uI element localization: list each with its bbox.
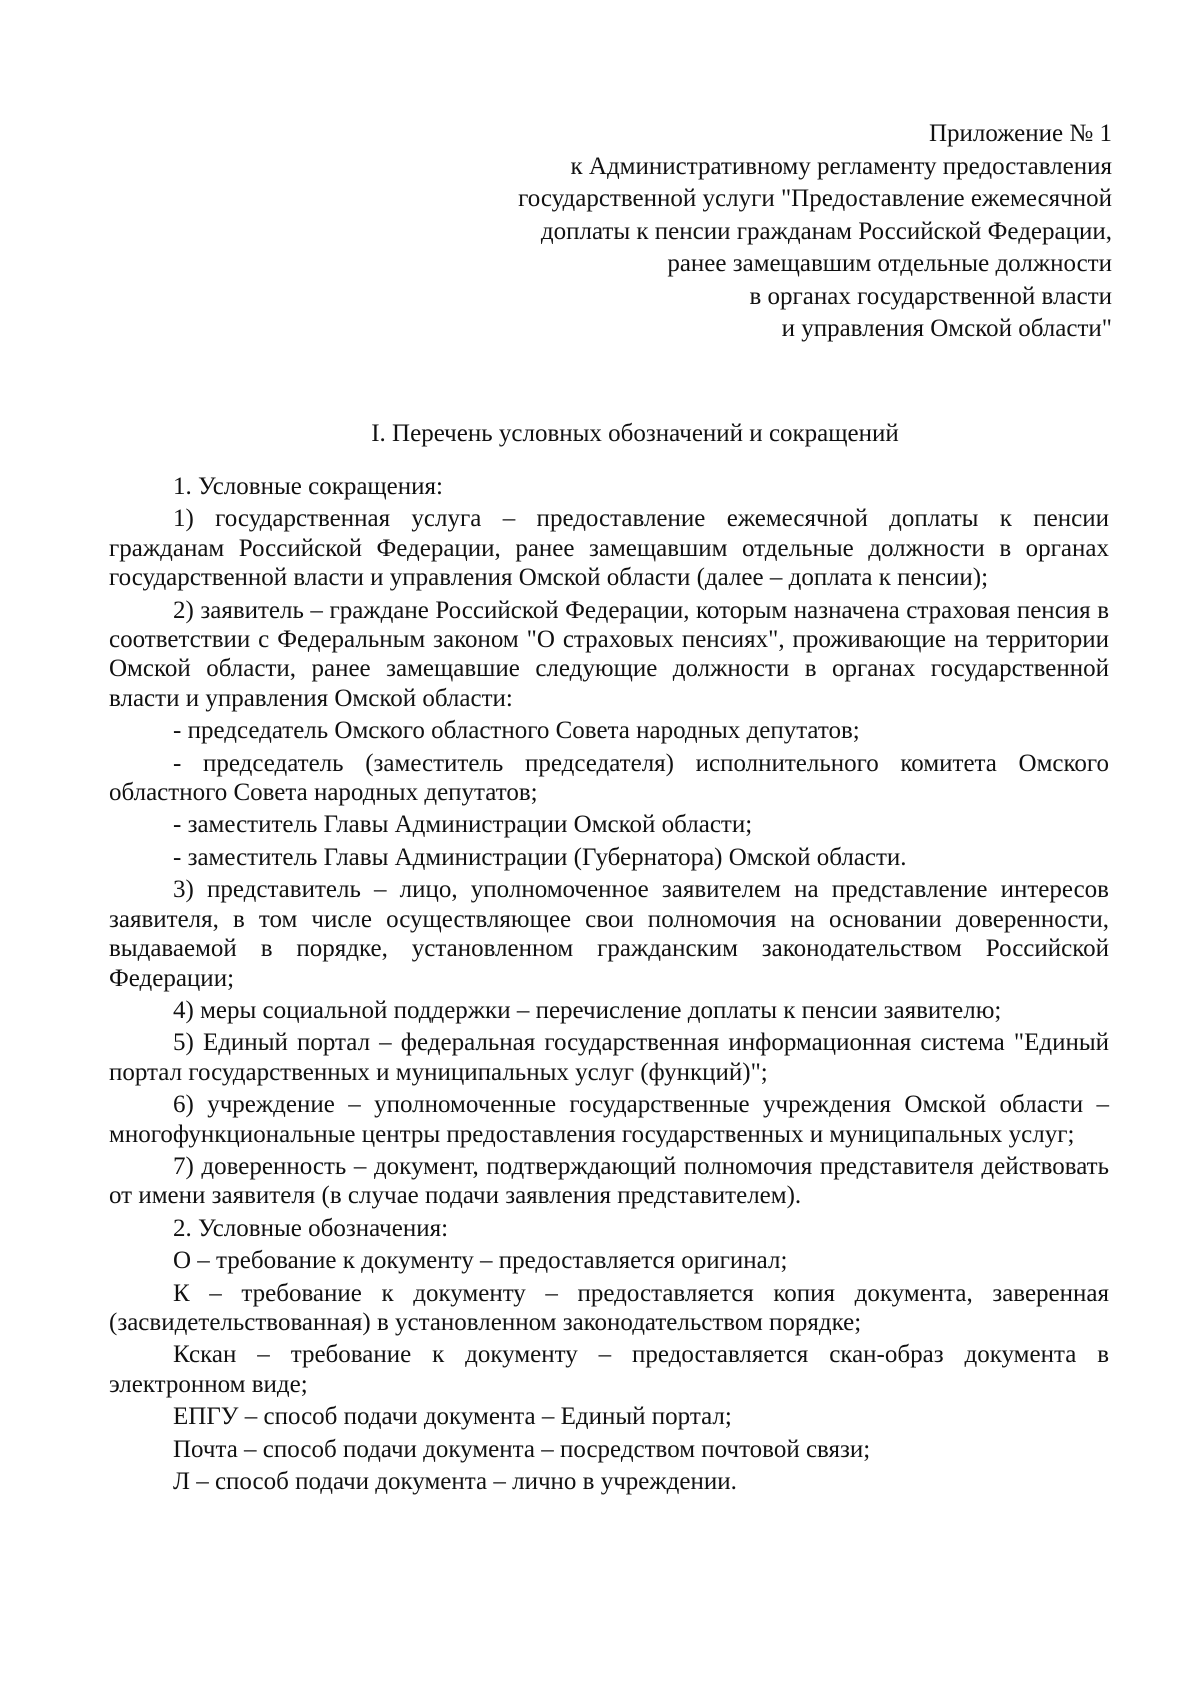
- symbol-item: ЕПГУ – способ подачи документа – Единый портал;: [173, 1403, 732, 1431]
- appendix-line: доплаты к пенсии гражданам Российской Федерации,: [540, 217, 1112, 245]
- abbreviation-item-5: 5) Единый портал – федеральная государственная информационная система "Единый портал государственных и муниципальных услуг (функций)";: [109, 1029, 1109, 1086]
- position-item: - председатель Омского областного Совета народных депутатов;: [173, 717, 860, 745]
- appendix-line: в органах государственной власти: [749, 282, 1112, 310]
- position-item: - заместитель Главы Администрации (Губернатора) Омской области.: [173, 843, 907, 871]
- symbol-item: О – требование к документу – предоставляется оригинал;: [173, 1247, 788, 1275]
- symbol-item: Кскан – требование к документу – предоставляется скан-образ документа в электронном виде;: [109, 1341, 1109, 1398]
- abbreviation-item-6: 6) учреждение – уполномоченные государственные учреждения Омской области – многофункциональные центры предоставления государственных и муниципальных услуг;: [109, 1091, 1109, 1148]
- abbreviation-item-7: 7) доверенность – документ, подтверждающий полномочия представителя действовать от имени заявителя (в случае подачи заявления представителем).: [109, 1152, 1109, 1210]
- document-body: [109, 472, 1109, 1499]
- symbol-item: Почта – способ подачи документа – посредством почтовой связи;: [173, 1435, 871, 1463]
- appendix-line: к Административному регламенту предоставления: [570, 152, 1112, 180]
- abbreviations-heading: 1. Условные сокращения:: [173, 473, 443, 500]
- appendix-header: [518, 118, 1112, 346]
- appendix-line: ранее замещавшим отдельные должности: [667, 250, 1112, 277]
- symbols-heading: 2. Условные обозначения:: [173, 1214, 449, 1242]
- abbreviation-item-2: 2) заявитель – граждане Российской Федерации, которым назначена страховая пенсия в соответствии с Федеральным законом "О страховых пенсиях", проживающие на территории Омской области, ранее замещавшие следующие должности в органах государственной власти и управления Омской области:: [109, 596, 1109, 712]
- position-item: - заместитель Главы Администрации Омской области;: [173, 811, 753, 839]
- position-item: - председатель (заместитель председателя) исполнительного комитета Омского областного Совета народных депутатов;: [109, 749, 1109, 807]
- appendix-line: Приложение № 1: [928, 120, 1112, 147]
- symbol-item: Л – способ подачи документа – лично в учреждении.: [173, 1468, 737, 1495]
- appendix-line: государственной услуги "Предоставление ежемесячной: [518, 185, 1112, 212]
- abbreviation-item-3: 3) представитель – лицо, уполномоченное заявителем на представление интересов заявителя, в том числе осуществляющее свои полномочия на основании доверенности, выдаваемой в порядке, установленном гражданским законодательством Российской Федерации;: [109, 876, 1109, 992]
- appendix-line: и управления Омской области": [781, 315, 1112, 342]
- symbol-item: К – требование к документу – предоставляется копия документа, заверенная (засвидетельствованная) в установленном законодательством порядке;: [109, 1279, 1109, 1336]
- section-title: I. Перечень условных обозначений и сокращений: [371, 420, 899, 447]
- abbreviation-item-4: 4) меры социальной поддержки – перечисление доплаты к пенсии заявителю;: [173, 996, 1002, 1024]
- abbreviation-item-1: 1) государственная услуга – предоставление ежемесячной доплаты к пенсии гражданам Российской Федерации, ранее замещавшим отдельные должности в органах государственной власти и управления Омской области (далее – доплата к пенсии);: [109, 505, 1109, 592]
